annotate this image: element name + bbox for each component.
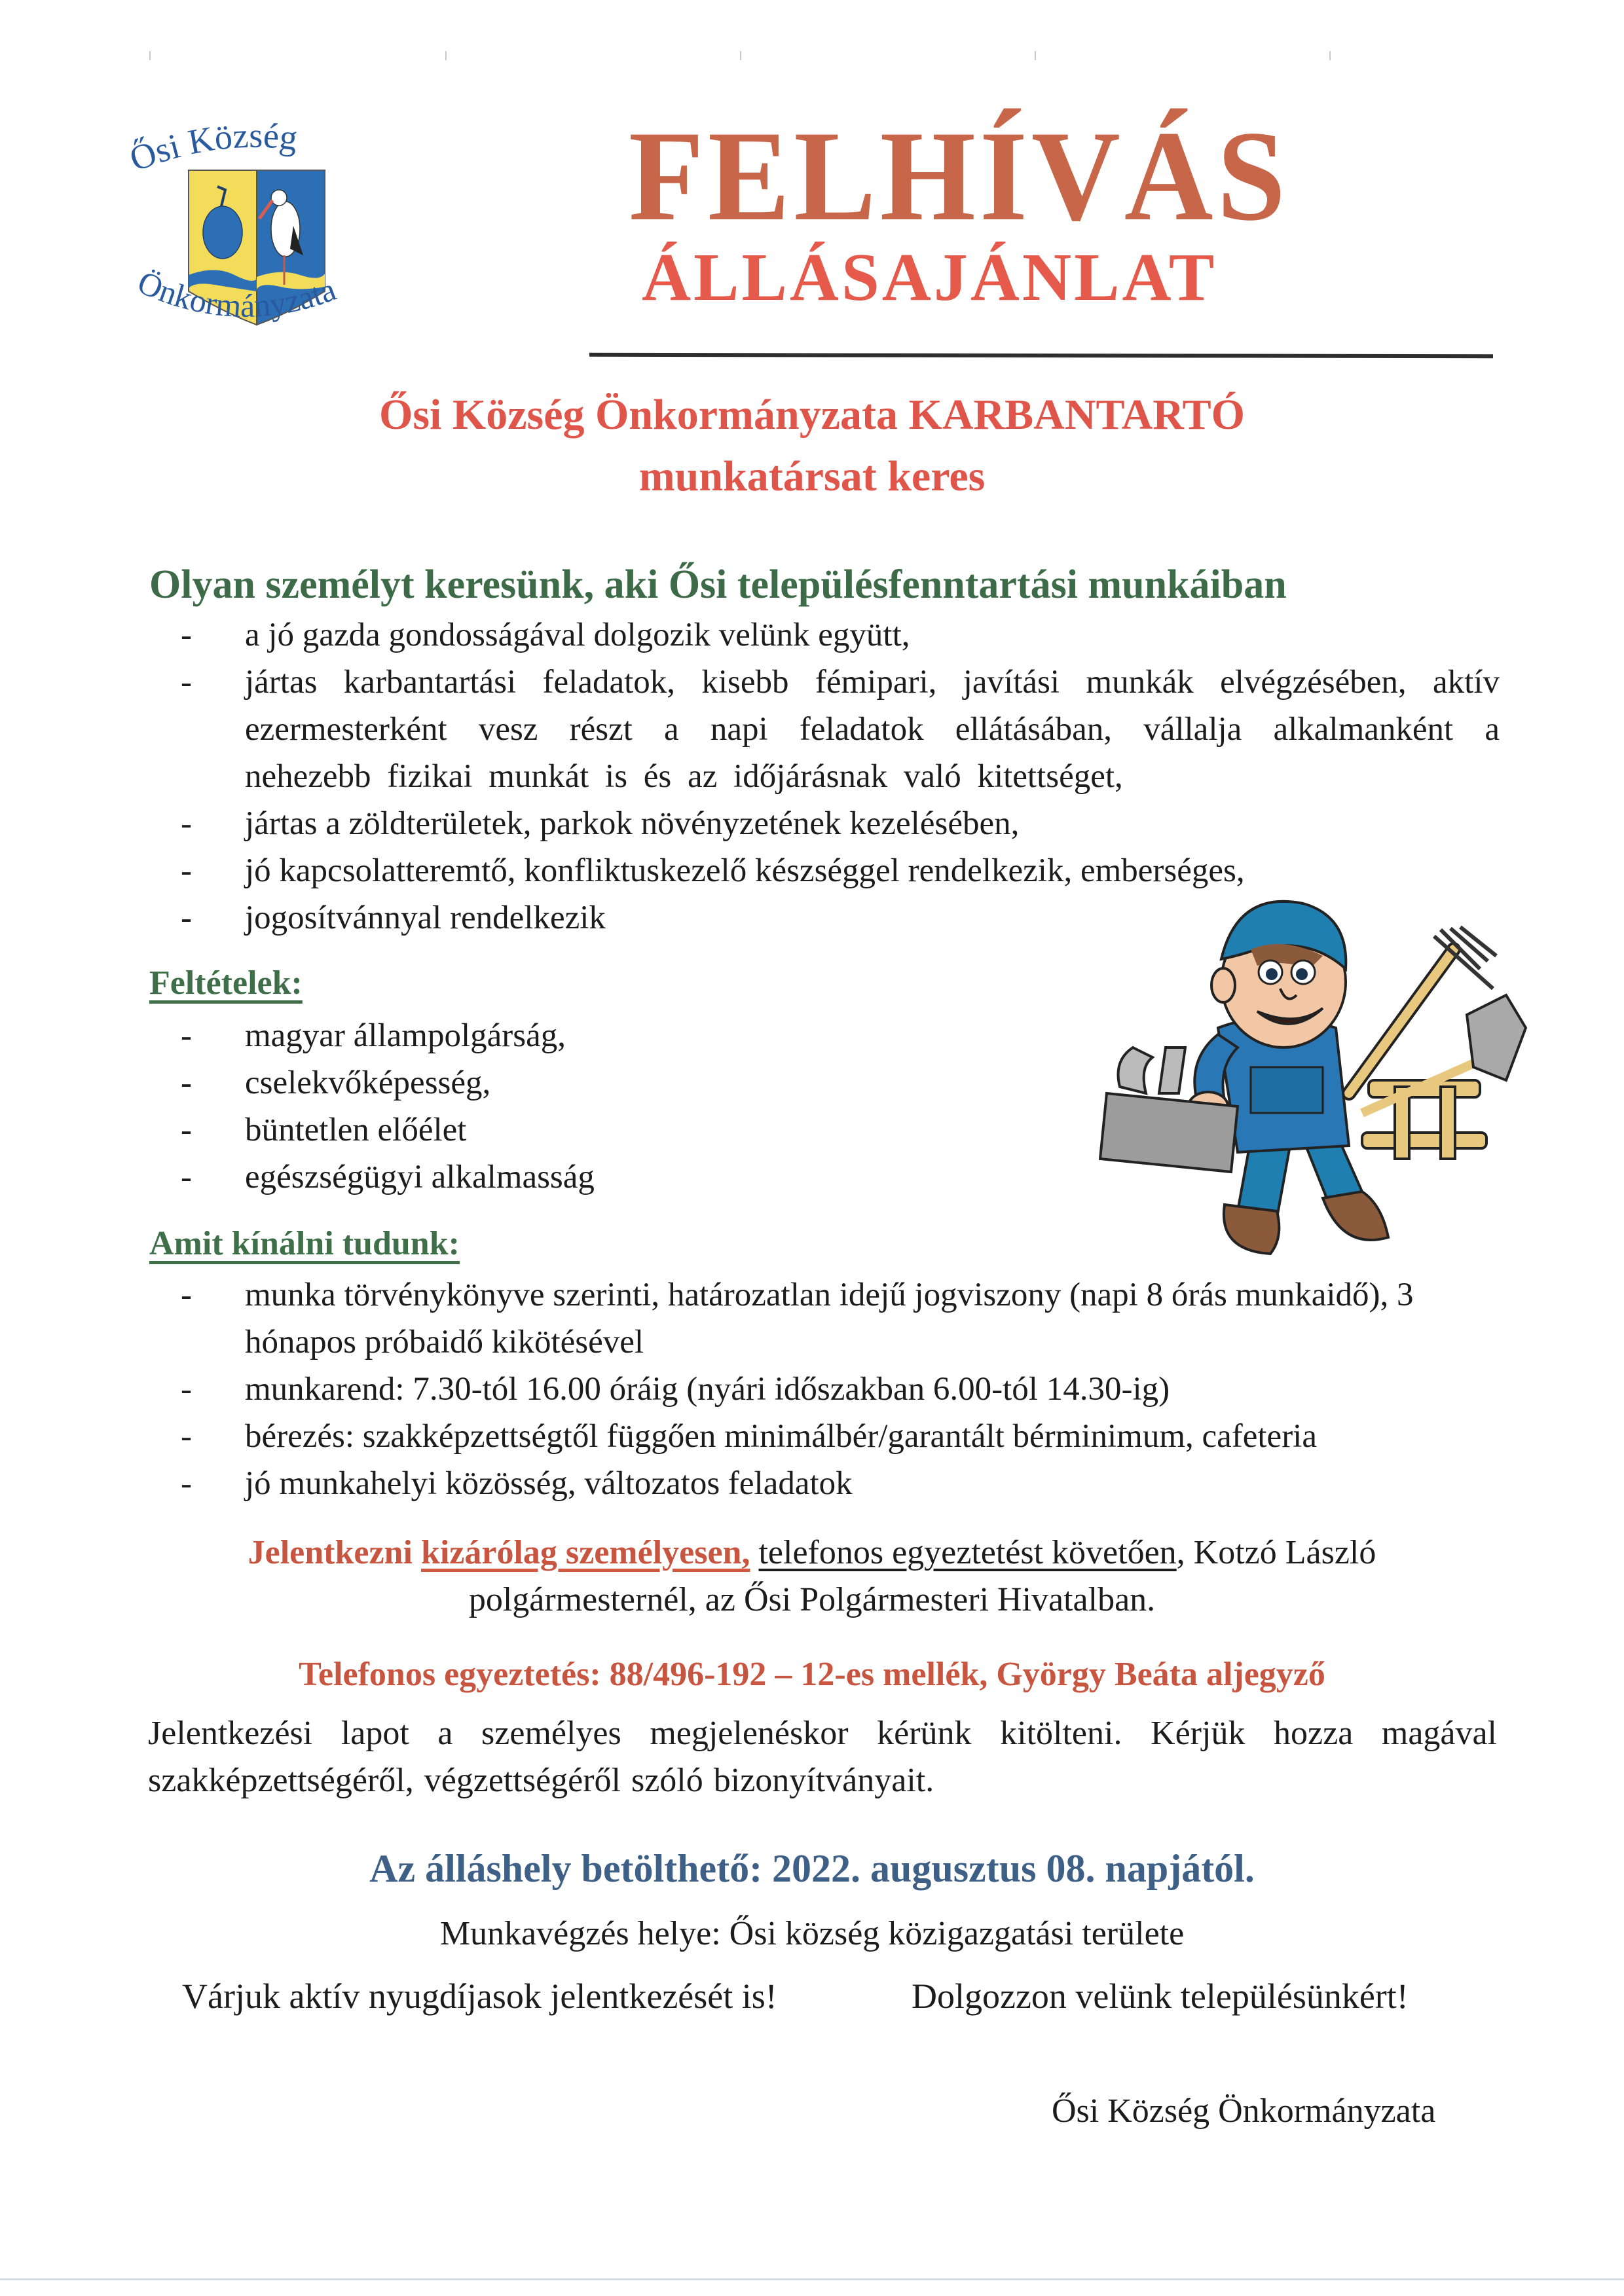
signature: Ősi Község Önkormányzata <box>1052 2092 1436 2130</box>
offers-heading: Amit kínálni tudunk: <box>149 1225 460 1262</box>
page-title: FELHÍVÁS <box>629 103 1290 247</box>
list-item <box>177 1106 1028 1154</box>
conditions-heading: Feltételek: <box>149 964 303 1002</box>
list-item-text: jó kapcsolatteremtő, konfliktuskezelő készséggel rendelkezik, emberséges, <box>245 852 1245 889</box>
intro-heading: Olyan személyt keresünk, aki Ősi településfenntartási munkáiban <box>149 562 1287 607</box>
duties-list <box>177 611 1500 941</box>
list-item-text: büntetlen előélet <box>245 1112 467 1148</box>
handyman-icon <box>1087 897 1545 1277</box>
list-item <box>177 1012 1028 1059</box>
scan-mark <box>149 51 151 60</box>
list-item-text: cselekvőképesség, <box>245 1065 491 1101</box>
bullet-dash: - <box>181 1017 192 1054</box>
handyman-illustration <box>1087 897 1545 1277</box>
list-item <box>177 1366 1421 1413</box>
start-date: Az álláshely betölthető: 2022. augusztus 08. napjától. <box>369 1847 1255 1890</box>
list-item <box>177 1271 1437 1366</box>
in-person-only: kizárólag személyesen, <box>420 1534 750 1571</box>
job-title-line-2: munkatársat keres <box>638 452 986 500</box>
scan-mark <box>740 51 741 60</box>
list-item-text: magyar állampolgárság, <box>245 1017 566 1054</box>
list-item <box>177 1059 1028 1106</box>
scan-mark <box>1329 51 1331 60</box>
phone-appointment-note: telefonos egyeztetést követően <box>758 1534 1177 1571</box>
bullet-dash: - <box>181 1465 192 1502</box>
list-item-text: jó munkahelyi közösség, változatos feladatok <box>245 1465 853 1502</box>
coat-of-arms-icon <box>118 98 393 347</box>
list-item-text: jogosítvánnyal rendelkezik <box>245 900 606 936</box>
header-divider <box>589 353 1493 358</box>
application-instructions <box>0 1529 1624 1576</box>
bullet-dash: - <box>181 805 192 842</box>
list-item-text: jártas karbantartási feladatok, kisebb fémipari, javítási munkák elvégzésében, aktív ezermesterként vesz részt a napi feladatok ellátásában, vállalja alkalmanként a nehezebb fizikai munkát is és az időjárásnak való kitettséget, <box>245 664 1500 795</box>
scan-mark <box>1035 51 1036 60</box>
bullet-dash: - <box>181 1112 192 1148</box>
bullet-dash: - <box>181 1418 192 1455</box>
list-item-text: munkarend: 7.30-tól 16.00 óráig (nyári időszakban 6.00-tól 14.30-ig) <box>245 1371 1170 1408</box>
list-item <box>177 800 1500 847</box>
workplace: Munkavégzés helye: Ősi község közigazgatási területe <box>439 1915 1185 1952</box>
apply-label: Jelentkezni <box>248 1534 421 1571</box>
list-item-text: a jó gazda gondosságával dolgozik velünk együtt, <box>245 617 910 653</box>
phone-contact: Telefonos egyeztetés: 88/496-192 – 12-es mellék, György Beáta aljegyző <box>299 1656 1325 1693</box>
list-item-text: jártas a zöldterületek, parkok növényzetének kezelésében, <box>245 805 1020 842</box>
list-item <box>177 1154 1028 1201</box>
scan-edge-line <box>0 2278 1624 2280</box>
job-title-line: Ősi Község Önkormányzata KARBANTARTÓ <box>379 391 1245 439</box>
list-item <box>177 659 1500 800</box>
bullet-dash: - <box>181 664 192 701</box>
list-item-text: munka törvénykönyve szerinti, határozatlan idejű jogviszony (napi 8 órás munkaidő), 3 hónapos próbaidő kikötésével <box>245 1277 1414 1360</box>
application-location: polgármesternél, az Ősi Polgármesteri Hivatalban. <box>468 1581 1156 1618</box>
bullet-dash: - <box>181 1159 192 1195</box>
contact-person: , Kotzó László <box>1176 1534 1376 1571</box>
list-item <box>177 847 1500 894</box>
bullet-dash: - <box>181 617 192 653</box>
scan-mark <box>445 51 447 60</box>
offers-list <box>177 1271 1421 1507</box>
list-item <box>177 1460 1421 1507</box>
slogan: Dolgozzon velünk településünkért! <box>912 1977 1409 2016</box>
conditions-list <box>177 1012 1028 1201</box>
bullet-dash: - <box>181 1371 192 1408</box>
municipality-logo <box>118 98 393 347</box>
spacer <box>750 1534 758 1571</box>
list-item <box>177 611 1500 659</box>
page-subtitle: ÁLLÁSAJÁNLAT <box>642 240 1217 315</box>
list-item-text: bérezés: szakképzettségtől függően minimálbér/garantált bérminimum, cafeteria <box>245 1418 1317 1455</box>
retirees-note: Várjuk aktív nyugdíjasok jelentkezését is! <box>182 1977 777 2016</box>
list-item <box>177 1413 1620 1460</box>
bullet-dash: - <box>181 900 192 936</box>
logo-bottom-text: Önkormányzata <box>132 263 341 325</box>
bullet-dash: - <box>181 1277 192 1313</box>
list-item-text: egészségügyi alkalmasság <box>245 1159 595 1195</box>
application-form-note: Jelentkezési lapot a személyes megjelenéskor kérünk kitölteni. Kérjük hozza magával szakképzettségéről, végzettségéről szóló bizonyítványait. <box>148 1715 1497 1799</box>
bullet-dash: - <box>181 852 192 889</box>
bullet-dash: - <box>181 1065 192 1101</box>
logo-top-text: Ősi Község <box>124 115 300 179</box>
